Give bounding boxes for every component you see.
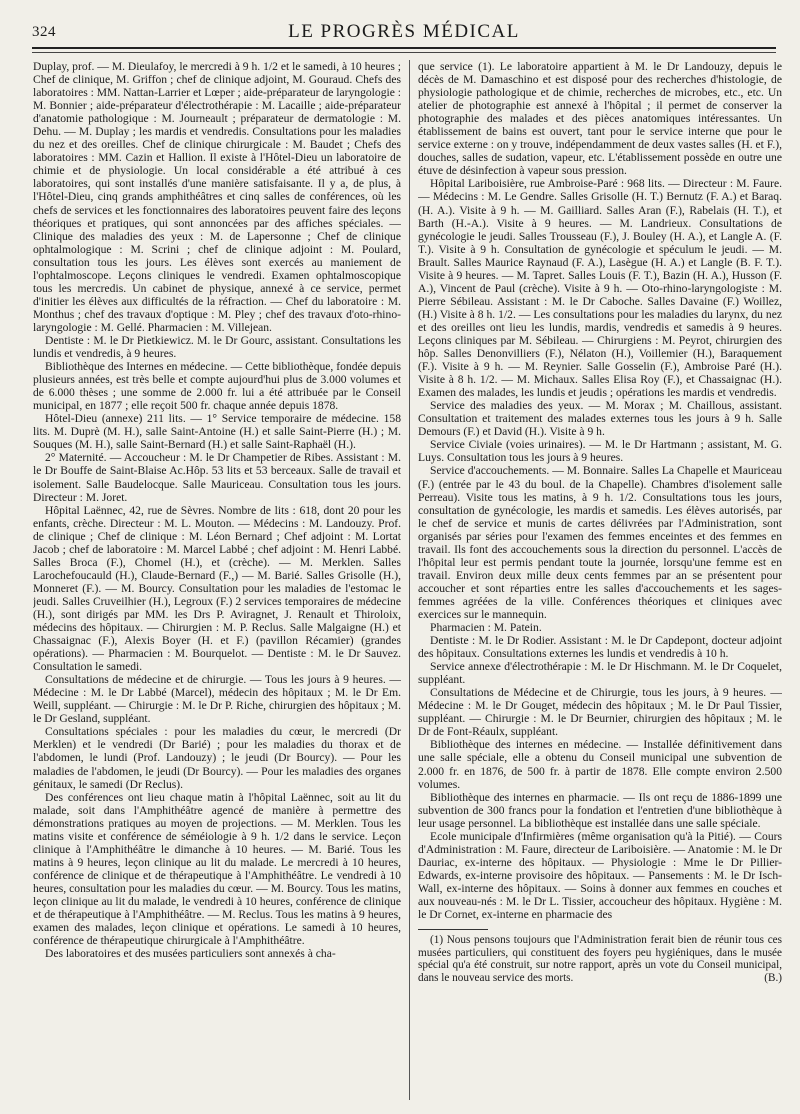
paragraph: Consultations de médecine et de chirurgie. — Tous les jours à 9 heures. — Médecine : M. le Dr Labbé (Marcel), médecin des hôpitaux ; M. le Dr Em. Weill, suppléant. — Chirurgie : M. le Dr P. Riche, chirurgien des hôpitaux ; M. le Dr Gesland, suppléant. — [33, 673, 401, 726]
page-number: 324 — [32, 24, 56, 40]
paragraph: 2° Maternité. — Accoucheur : M. le Dr Champetier de Ribes. Assistant : M. le Dr Bouffe de Saint-Blaise Ac.Hôp. 53 lits et 53 berceaux. Salle de travail et isolement. Salle Baudelocque. Salle Mauriceau. Consultation tous les jours. Directeur : M. Joret. — [33, 451, 401, 504]
paragraph: Service annexe d'électrothérapie : M. le Dr Hischmann. M. le Dr Coquelet, suppléant. — [418, 660, 782, 687]
paragraph: Bibliothèque des internes en médecine. — Installée définitivement dans une salle spéciale, elle a obtenu du Conseil municipal une subvention de 2.000 fr. en 1876, de 500 fr. à partir de 1878. Elle compte environ 2.500 volumes. — [418, 738, 782, 791]
footnote-signature: (B.) — [764, 971, 782, 984]
paragraph: Service d'accouchements. — M. Bonnaire. Salles La Chapelle et Mauriceau (F.) (entrée par le 43 du boul. de la Chapelle). Chambres d'isolement salle Perreau). Visite tous les matins, à 9 h. 1/2. Consultations tous les jours, consultation de gynécologie, les mardis et samedis. Les élèves autorisés, par le chef de service et munis de cartes délivrées par l'Administration, sont organisés par séries pour l'examen des femmes enceintes et des femmes en travail. Ils font des accouchements sous la direction du personnel. L'accès de l'hôpital leur est permis pendant toute la journée, lorsqu'une femme est en travail. Environ deux mille deux cents femmes par an se présentent pour accoucher et sont réparties entre les salles d'accouchements et les sages-femmes agréées de la ville. Conférences théoriques et cliniques avec exercices sur le mannequin. — [418, 464, 782, 621]
paragraph: Bibliothèque des Internes en médecine. — Cette bibliothèque, fondée depuis plusieurs années, est très belle et compte aujourd'hui plus de 3.000 volumes et de 6.000 thèses ; une somme de 2.000 fr. lui a été attribuée par le Conseil municipal, en 1877 ; elle reçoit 500 fr. chaque année depuis 1878. — [33, 360, 401, 413]
paragraph: Service des maladies des yeux. — M. Morax ; M. Chaillous, assistant. Consultation et traitement des malades externes tous les jours à 9 h. Salle Demours (F.) et David (H.). Visite à 9 h. — [418, 399, 782, 439]
right-column — [418, 60, 782, 1100]
paragraph: Consultations spéciales : pour les maladies du cœur, le mercredi (Dr Merklen) et le vendredi (Dr Barié) ; pour les maladies du thorax et de l'abdomen, le lundi (Prof. Landouzy) ; le jeudi (Dr Bourcy). — Pour les maladies de l'abdomen, le jeudi (Dr Bourcy). — Pour les maladies des organes génitaux, le samedi (Dr Reclus). — [33, 725, 401, 791]
column-divider — [409, 60, 410, 1100]
paragraph: Ecole municipale d'Infirmières (même organisation qu'à la Pitié). — Cours d'Administration : M. Faure, directeur de Lariboisière. — Anatomie : M. le Dr Dauriac, ex-interne des hôpitaux. — Physiologie : Mme le Dr Pillier-Edwards, ex-interne provisoire des hôpitaux. — Pansements : M. le Dr Isch-Wall, ex-interne des hôpitaux. — Soins à donner aux femmes en couches et aux nouveau-nés : M. le Dr L. Tissier, accoucheur des hôpitaux. Hygiène : M. le Dr Cornet, ex-interne en pharmacie des — [418, 829, 782, 922]
paragraph: Hôpital Laënnec, 42, rue de Sèvres. Nombre de lits : 618, dont 20 pour les enfants, crèche. Directeur : M. L. Mouton. — Médecins : M. Landouzy. Prof. de clinique ; Chef de clinique : M. Léon Bernard ; Chef adjoint : M. Lortat Jacob ; chef de laboratoire : M. Marcel Labbé ; chef adjoint : M. Henri Labbé. Salles Broca (F.), Chomel (H.), et (crèche). — M. Merklen. Salles Larochefoucauld (H.), Claude-Bernard (F.,) — M. Barié. Salles Grisolle (H.), Monneret (F.). — M. Bourcy. Consultation pour les maladies de l'estomac le jeudi. Salles Cruveilhier (H.), Legroux (F.) 2 services temporaires de médecine (H.), sont dirigés par MM. les Drs P. Aviragnet, J. Renault et Thiroloix, médecins des hôpitaux. — Chirurgien : M. P. Reclus. Salle Malgaigne (H.) et Chassaignac (F.), Alexis Boyer (H. et F.) (pavillon Récamier) (grandes opérations). — Pharmacien : M. Bourquelot. — Dentiste : M. le Dr Sauvez. Consultation le samedi. — [33, 503, 401, 674]
paragraph: Consultations de Médecine et de Chirurgie, tous les jours, à 9 heures. — Médecine : M. le Dr Gouget, médecin des hôpitaux ; M. le Dr Paul Tissier, suppléant. — Chirurgie : M. le Dr Beurnier, chirurgien des hôpitaux ; M. le Dr de Font-Réaulx, suppléant. — [418, 686, 782, 739]
footnote-rule — [418, 929, 488, 930]
paragraph: Dentiste : M. le Dr Pietkiewicz. M. le Dr Gourc, assistant. Consultations les lundis et vendredis, à 9 heures. — [33, 333, 401, 361]
left-column — [33, 60, 401, 1100]
header-rule-thin — [32, 52, 776, 53]
paragraph: Hôpital Lariboisière, rue Ambroise-Paré : 968 lits. — Directeur : M. Faure. — Médecins : M. Le Gendre. Salles Grisolle (H. T.) Bernutz (F. A.) et Baraq. (H. A.). Visite à 9 h. — M. Gailliard. Salles Aran (F.), Rabelais (H. T.), et Barth (H.-A.). Visite à 9 heures. — M. Landrieux. Consultations de gynécologie le jeudi. Salles Trousseau (F.), J. Bouley (H. A.), et Langle A. (F. T.). Visite à 9 h. Consultation de gynécologie et spéculum le jeudi. — M. Brault. Salles Maurice Raynaud (F. A.), Lasègue (H. A.) et Langle (B. F. T.). Visite à 9 heures. — M. Tapret. Salles Louis (F. T.), Bazin (H. A.), Husson (F. A.), Vincent de Paul (crèche). Visite à 9 h. — Oto-rhino-laryngologiste : M. Pierre Sébileau. Assistant : M. le Dr Caboche. Salles Davaine (F.) Woillez, (H.) Visite à 8 h. 1/2. — Les consultations pour les maladies du larynx, du nez et des oreilles ont lieu les lundis, mardis, vendredis et samedis à 9 heures. Leçons cliniques par M. Sébileau. — Chirurgiens : M. Peyrot, chirurgien des hôp. Salles Denonvilliers (F.), Nélaton (H.), Voillemier (H.), Baraquement (F.). Visite à 9 h. — M. Reynier. Salle Gosselin (F.), Ambroise Paré (H.). Visite à 8 h. 1/2. — M. Michaux. Salles Elisa Roy (F.), et Chassaignac (H.). Examen des malades, les lundis et jeudis ; opérations les mardis et vendredis. — [418, 177, 782, 400]
paragraph: Duplay, prof. — M. Dieulafoy, le mercredi à 9 h. 1/2 et le samedi, à 10 heures ; Chef de clinique, M. Griffon ; chef de clinique adjoint, M. Gouraud. Chefs des laboratoires : MM. Nattan-Larrier et Lœper ; aide-préparateur de laryngologie : M. Bonnier ; aide-préparateur d'électrothérapie : M. Lacaille ; aide-préparateur d'anatomie pathologique : M. Journeault ; préparateur de dermatologie : M. Dehu. — M. Duplay ; les mardis et vendredis. Consultations pour les maladies du nez et des oreilles. Chef de clinique chirurgicale : M. Baudet ; Chefs des laboratoires : MM. Cazin et Hallion. Il existe à l'Hôtel-Dieu un laboratoire de chimie et de physiologie. Un local considérable a été attribué à ces laboratoires, qui sont installés d'une manière satisfaisante. Il y a, de plus, à l'Hôtel-Dieu, cinq grands amphithéâtres et cinq salles de conférences, où les chefs de services et les fonctionnaires des laboratoires peuvent faire des leçons théoriques et pratiques, qui sont annoncées par des affiches spéciales. — Clinique des maladies des yeux : M. de Lapersonne ; Chef de clinique ophtalmologique : M. Scrini ; chef de clinique adjoint : M. Poulard, consultation tous les jours. Les élèves sont exercés au maniement de l'ophtalmoscope. Leçons cliniques le vendredi. Examen ophtalmoscopique tous les mercredis. Un cabinet de physique, annexé à ce service, permet d'initier les élèves aux difficultés de la réfraction. — Chef du laboratoire : M. Monthus ; chef des travaux d'optique : M. Pley ; chef des travaux d'oto-rhino-laryngologie : M. Gellé. Pharmacien : M. Villejean. — [33, 60, 401, 334]
paragraph: Des laboratoires et des musées particuliers sont annexés à cha- — [45, 947, 336, 961]
paragraph: Pharmacien : M. Patein. — [430, 621, 542, 635]
footnote — [418, 934, 782, 984]
paragraph: que service (1). Le laboratoire appartient à M. le Dr Landouzy, depuis le décès de M. Damaschino et est disposé pour des recherches d'histologie, de physiologie pathologique et de chimie, recherches de microbes, etc., etc. Un atelier de photographie est annexé à l'hôpital ; il permet de conserver la photographie des malades et des pièces anatomiques intéressantes. Un établissement de bains est ouvert, tant pour le service interne que pour le service externe : on y trouve, indépendamment de deux vastes salles (H. et F.), douches, salles de sudation, vapeur, etc. L'établissement possède en outre une étuve de désinfection à vapeur sous pression. — [418, 60, 782, 178]
paragraph: Des conférences ont lieu chaque matin à l'hôpital Laënnec, soit au lit du malade, soit dans l'Amphithéâtre agencé de manière à permettre des démonstrations pratiques au moyen de projections. — M. Merklen. Tous les matins visite et conférence de séméiologie à 9 h. 1/2 dans le service. Leçon clinique à l'Amphithéâtre le dimanche à 10 heures. — M. Barié. Tous les matins à 9 heures, leçon clinique au lit du malade. Le mercredi à 10 heures, conférence de clinique et de thérapeutique à l'Amphithéâtre. Le vendredi à 10 heures, consultation pour les maladies du cœur. — M. Bourcy. Tous les matins, leçon clinique au lit du malade, le vendredi à 10 heures, conférence de clinique et de thérapeutique à l'Amphithéâtre. — M. Reclus. Tous les matins à 9 heures, examen des malades, leçon clinique et opérations. Le samedi à 10 heures, conférence de thérapeutique chirurgicale à l'Amphithéâtre. — [33, 790, 401, 948]
footnote-text: (1) Nous pensons toujours que l'Administration ferait bien de réunir tous ces musées particuliers, qui constituent des foyers peu hygiéniques, dans le musée spécial qu'a été construit, sur notre rapport, après un vote du Conseil municipal, dans le nouveau service des morts. — [418, 934, 782, 984]
paragraph: Dentiste : M. le Dr Rodier. Assistant : M. le Dr Capdepont, docteur adjoint des hôpitaux. Consultations externes les lundis et vendredis à 10 h. — [418, 634, 782, 661]
paragraph: Service Civiale (voies urinaires). — M. le Dr Hartmann ; assistant, M. G. Luys. Consultation tous les jours à 9 heures. — [418, 438, 782, 465]
paragraph: Bibliothèque des internes en pharmacie. — Ils ont reçu de 1886-1899 une subvention de 300 francs pour la fondation et l'entretien d'une bibliothèque à leur usage personnel. La bibliothèque est installée dans une salle spéciale. — [418, 790, 782, 830]
header-rule-thick — [32, 47, 776, 49]
journal-title: LE PROGRÈS MÉDICAL — [288, 21, 520, 42]
page-header — [32, 18, 776, 48]
paragraph: Hôtel-Dieu (annexe) 211 lits. — 1° Service temporaire de médecine. 158 lits. M. Duprè (M. H.), salle Saint-Antoine (H.) et salle Saint-Pierre (H.) ; M. Souques (M. H.), salle Saint-Bernard (H.) et salle Saint-Raphaël (H.). — [33, 412, 401, 452]
